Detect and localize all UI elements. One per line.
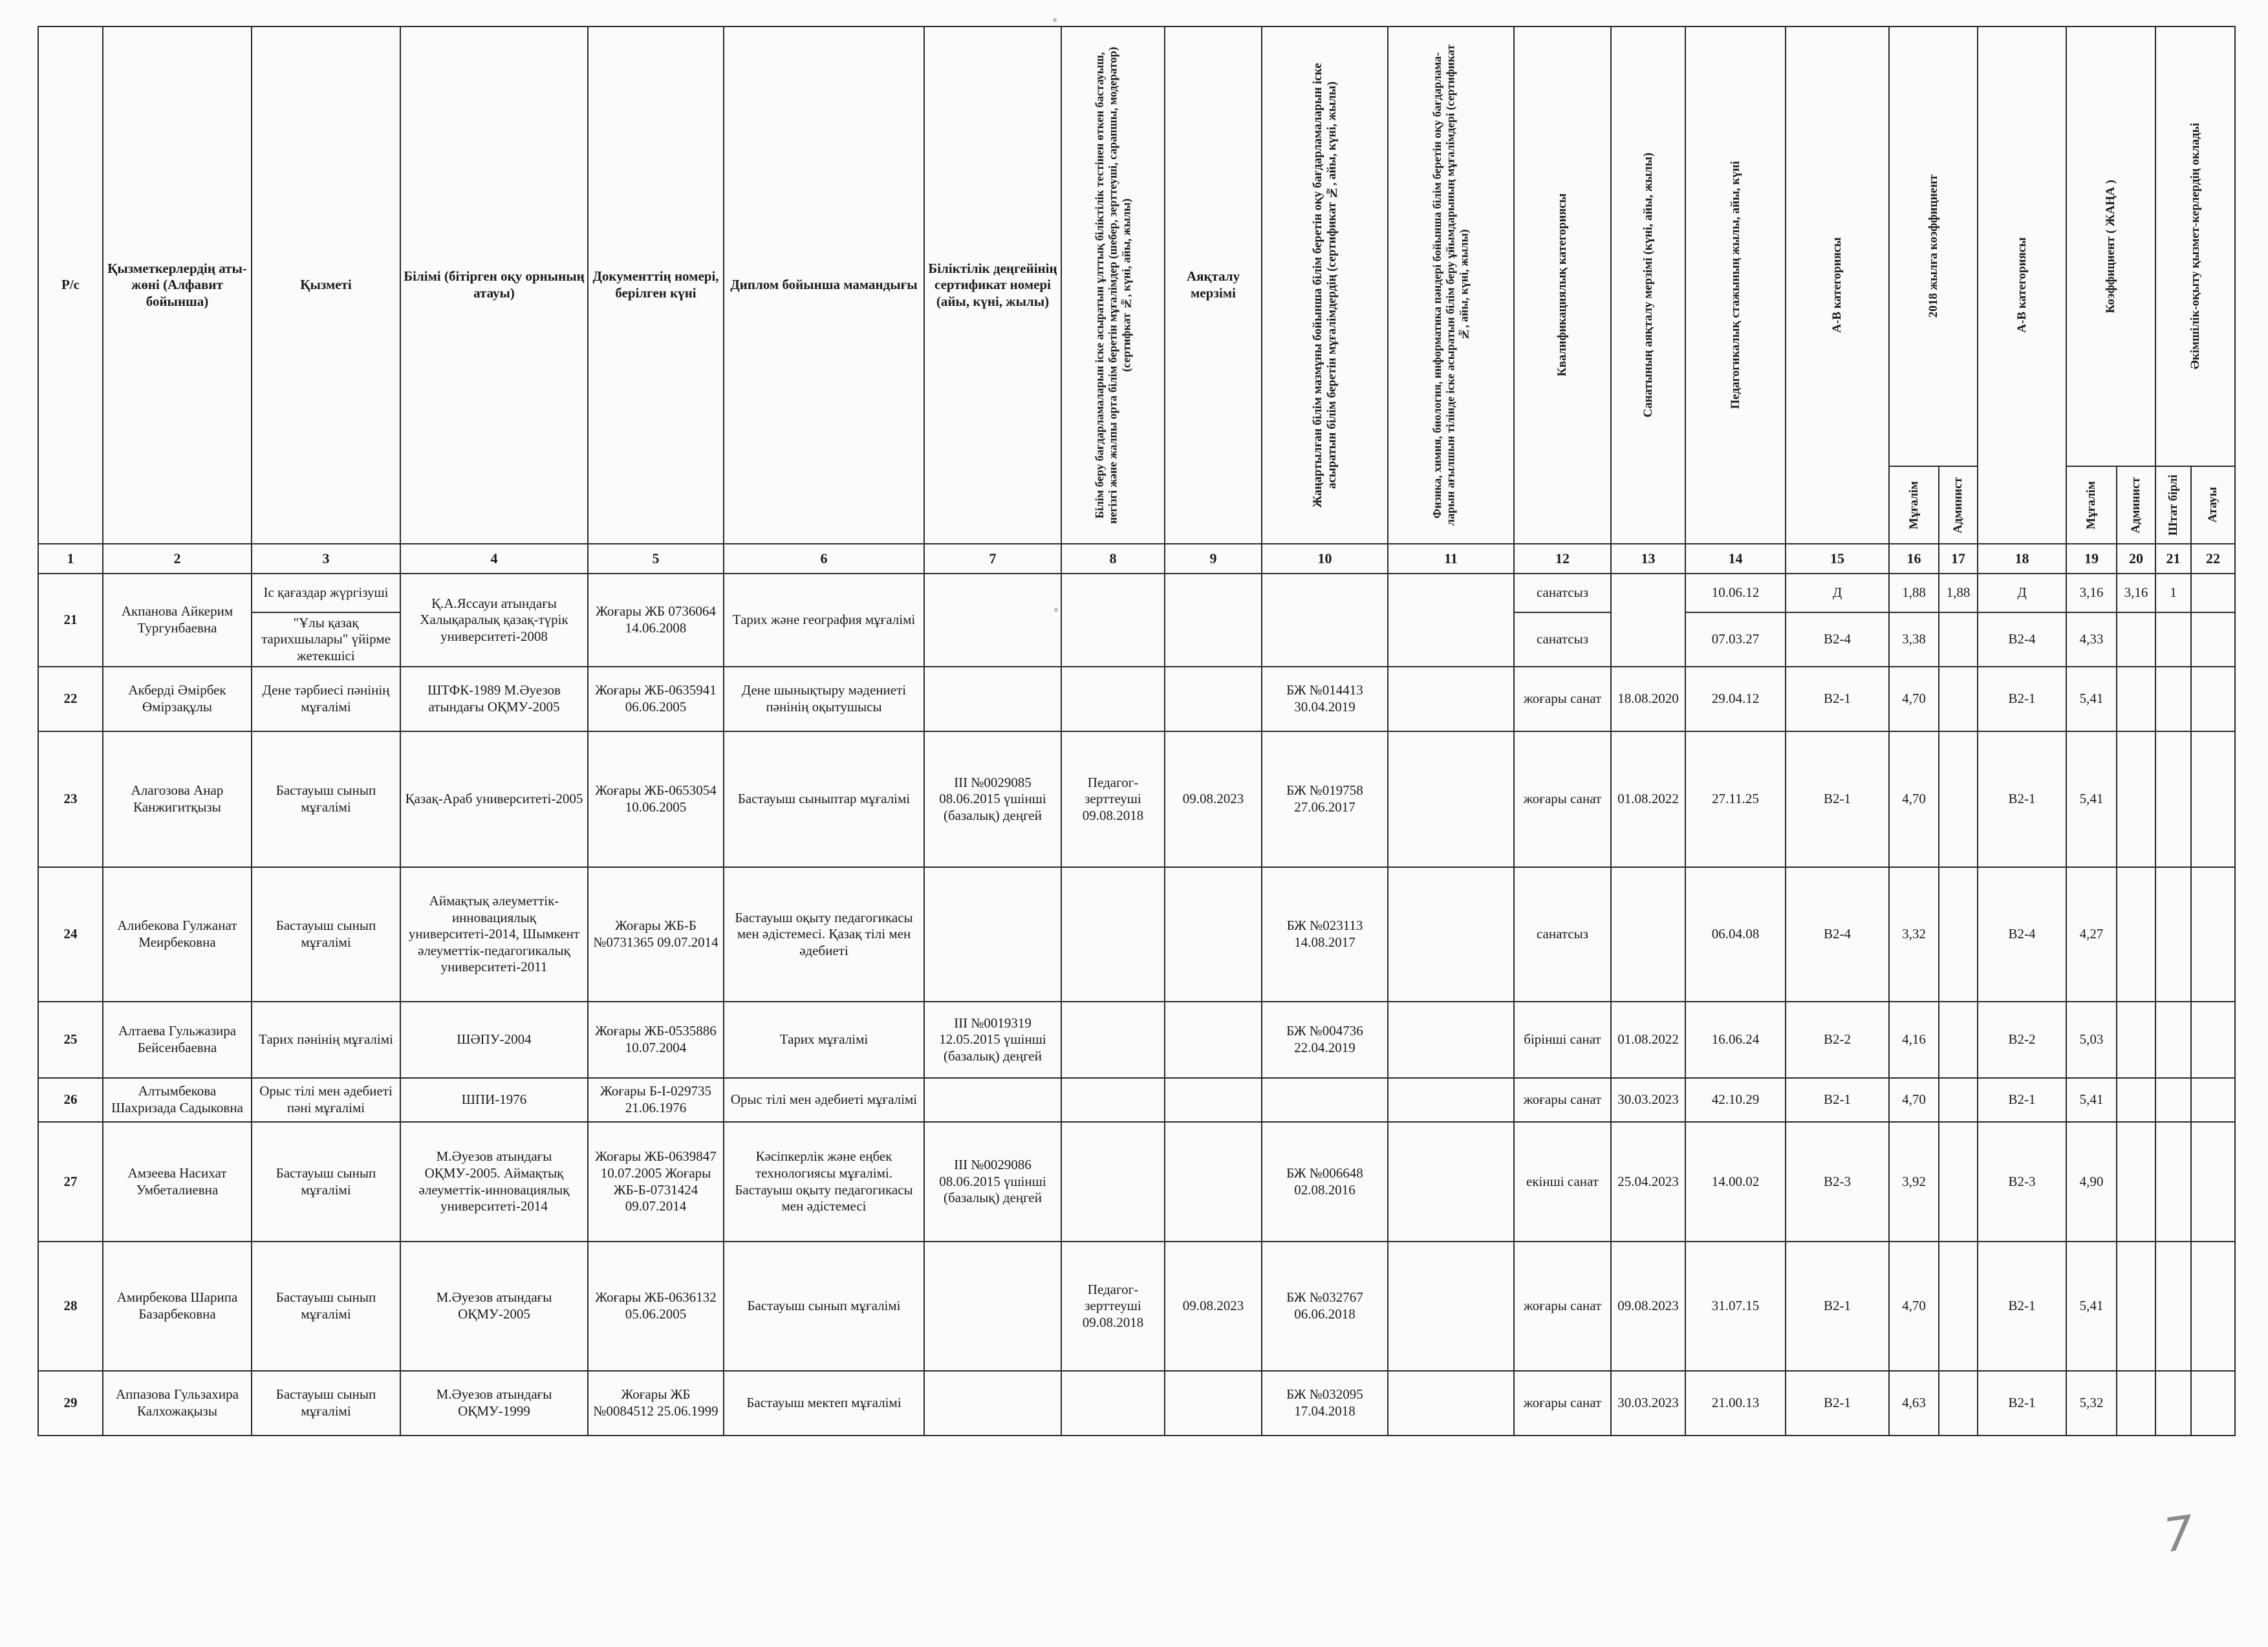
expiry-cell	[1165, 574, 1262, 667]
header-qual-category-text: Квалификациялық категориясы	[1555, 193, 1570, 377]
document-cell: Жоғары ЖБ-0535886 10.07.2004	[588, 1002, 724, 1078]
coef-new-teacher-cell: 3,16	[2066, 574, 2117, 612]
column-number-3: 3	[252, 544, 400, 574]
updated-content-cell: БЖ №019758 27.06.2017	[1262, 731, 1388, 867]
header-education: Білімі (бітірген оқу орнының атауы)	[400, 27, 588, 544]
coef-new-teacher-cell: 5,41	[2066, 1242, 2117, 1371]
coef-new-admin-cell	[2117, 1371, 2155, 1436]
cert-test-cell	[1061, 1371, 1165, 1436]
position-cell: Бастауыш сынып мұғалімі	[252, 1122, 400, 1242]
physics-cell	[1388, 1371, 1514, 1436]
position-cell: Дене тәрбиесі пәнінің мұғалімі	[252, 667, 400, 731]
physics-cell	[1388, 1078, 1514, 1122]
expiry-cell	[1165, 1002, 1262, 1078]
column-number-7: 7	[924, 544, 1061, 574]
document-cell: Жоғары ЖБ №0084512 25.06.1999	[588, 1371, 724, 1436]
ab-cat-2-cell: В2-1	[1978, 1078, 2066, 1122]
updated-content-cell	[1262, 1078, 1388, 1122]
naming-cell	[2191, 1371, 2235, 1436]
header-ab-cat-text: А-В категориясы	[1830, 237, 1844, 333]
naming-cell	[2191, 667, 2235, 731]
column-number-15: 15	[1786, 544, 1889, 574]
qual-category-cell: санатсыз	[1514, 867, 1611, 1002]
education-cell: ШӘПУ-2004	[400, 1002, 588, 1078]
diploma-cell: Кәсіпкерлік және еңбек технологиясы мұғалімі. Бастауыш оқыту педагогикасы мен әдістемесі	[724, 1122, 924, 1242]
header-position: Қызметі	[252, 27, 400, 544]
document-cell: Жоғары ЖБ-Б №0731365 09.07.2014	[588, 867, 724, 1002]
coef-new-admin-cell	[2117, 1078, 2155, 1122]
education-cell: ШПИ-1976	[400, 1078, 588, 1122]
physics-cell	[1388, 1122, 1514, 1242]
header-ab-cat-2	[1978, 27, 2066, 544]
diploma-cell: Дене шынықтыру мәдениеті пәнінің оқытушысы	[724, 667, 924, 731]
staff-unit-cell	[2155, 1242, 2191, 1371]
staff-unit-cell	[2155, 667, 2191, 731]
ped-exp-cell: 07.03.27	[1685, 612, 1786, 667]
header-teacher-2	[2066, 466, 2117, 544]
ab-cat-2-cell: В2-1	[1978, 667, 2066, 731]
position-cell: Орыс тілі мен әдебиеті пәні мұғалімі	[252, 1078, 400, 1122]
cert-level-cell: ІІІ №0029086 08.06.2015 үшінші (базалық) деңгей	[924, 1122, 1061, 1242]
updated-content-cell: БЖ №004736 22.04.2019	[1262, 1002, 1388, 1078]
cert-test-cell: Педагог-зерттеуші 09.08.2018	[1061, 1242, 1165, 1371]
naming-cell	[2191, 867, 2235, 1002]
updated-content-cell	[1262, 574, 1388, 667]
education-cell: Аймақтық әлеуметтік-инновациялық университеті-2014, Шымкент әлеуметтік-педагогикалық университеті-2011	[400, 867, 588, 1002]
qual-category-cell: екінші санат	[1514, 1122, 1611, 1242]
coef-new-teacher-cell: 5,41	[2066, 1078, 2117, 1122]
header-document: Документтің номері, берілген күні	[588, 27, 724, 544]
header-teacher-text: Мұғалім	[1906, 480, 1921, 530]
row-number: 27	[38, 1122, 103, 1242]
column-number-2: 2	[103, 544, 252, 574]
column-number-5: 5	[588, 544, 724, 574]
cert-test-cell: Педагог-зерттеуші 09.08.2018	[1061, 731, 1165, 867]
coef-new-admin-cell	[2117, 1002, 2155, 1078]
diploma-cell: Бастауыш оқыту педагогикасы мен әдістемесі. Қазақ тілі мен әдебиеті	[724, 867, 924, 1002]
header-admin-2-text: Админист	[2129, 477, 2143, 533]
physics-cell	[1388, 1242, 1514, 1371]
ab-cat-2-cell: Д	[1978, 574, 2066, 612]
header-admin-units-text: Әкімшілік-оқыту қызмет-керлердің окладьі	[2188, 123, 2202, 370]
document-cell: Жоғары ЖБ 0736064 14.06.2008	[588, 574, 724, 667]
staff-unit-cell	[2155, 867, 2191, 1002]
employee-name: Амирбекова Шарипа Базарбековна	[103, 1242, 252, 1371]
employee-name: Алтаева Гульжазира Бейсенбаевна	[103, 1002, 252, 1078]
coef-admin-cell	[1939, 1122, 1978, 1242]
column-number-4: 4	[400, 544, 588, 574]
position-cell: Тарих пәнінің мұғалімі	[252, 1002, 400, 1078]
header-admin-2	[2117, 466, 2155, 544]
row-number: 21	[38, 574, 103, 667]
table-row	[38, 867, 2235, 1002]
position-cell: Бастауыш сынып мұғалімі	[252, 867, 400, 1002]
physics-cell	[1388, 731, 1514, 867]
coef-admin-cell	[1939, 667, 1978, 731]
qual-category-cell: бірінші санат	[1514, 1002, 1611, 1078]
header-row	[38, 27, 2235, 466]
education-cell: М.Әуезов атындағы ОҚМУ-1999	[400, 1371, 588, 1436]
header-cat-end	[1611, 27, 1685, 544]
coef-new-admin-cell	[2117, 1242, 2155, 1371]
expiry-cell	[1165, 867, 1262, 1002]
cert-level-cell	[924, 1242, 1061, 1371]
row-number: 22	[38, 667, 103, 731]
column-number-9: 9	[1165, 544, 1262, 574]
cert-level-cell: ІІІ №0019319 12.05.2015 үшінші (базалық) деңгей	[924, 1002, 1061, 1078]
position-cell: Бастауыш сынып мұғалімі	[252, 1242, 400, 1371]
column-number-14: 14	[1685, 544, 1786, 574]
expiry-cell	[1165, 1078, 1262, 1122]
cat-end-cell: 30.03.2023	[1611, 1371, 1685, 1436]
employee-name: Акберді Әмірбек Өмірзақұлы	[103, 667, 252, 731]
ped-exp-cell: 10.06.12	[1685, 574, 1786, 612]
ab-cat-cell: Д	[1786, 574, 1889, 612]
updated-content-cell: БЖ №032767 06.06.2018	[1262, 1242, 1388, 1371]
coef-teacher-cell: 4,70	[1889, 731, 1939, 867]
document-cell: Жоғары ЖБ-0636132 05.06.2005	[588, 1242, 724, 1371]
column-number-22: 22	[2191, 544, 2235, 574]
row-number: 24	[38, 867, 103, 1002]
row-number: 26	[38, 1078, 103, 1122]
ab-cat-2-cell: В2-1	[1978, 731, 2066, 867]
column-number-17: 17	[1939, 544, 1978, 574]
updated-content-cell: БЖ №006648 02.08.2016	[1262, 1122, 1388, 1242]
coef-new-admin-cell	[2117, 731, 2155, 867]
header-coef-2018-text: 2018 жылға коэффициент	[1926, 175, 1940, 318]
naming-cell	[2191, 731, 2235, 867]
position-cell: Бастауыш сынып мұғалімі	[252, 1371, 400, 1436]
diploma-cell: Бастауыш сыныптар мұғалімі	[724, 731, 924, 867]
row-number: 23	[38, 731, 103, 867]
employee-name: Амзеева Насихат Умбеталиевна	[103, 1122, 252, 1242]
header-updated-content-text: Жаңартылған білім мазмұны бойынша білім беретін оқу бағдарламаларын іске асыратын білім беретін мұғалімдердің (сертификат №, айы, күні, жылы)	[1310, 63, 1339, 508]
naming-cell	[2191, 612, 2235, 667]
header-diploma: Диплом бойынша мамандығы	[724, 27, 924, 544]
cert-test-cell	[1061, 1078, 1165, 1122]
cert-test-cell	[1061, 1122, 1165, 1242]
document-cell: Жоғары ЖБ-0653054 10.06.2005	[588, 731, 724, 867]
cat-end-cell: 25.04.2023	[1611, 1122, 1685, 1242]
staff-unit-cell	[2155, 1002, 2191, 1078]
coef-admin-cell	[1939, 1242, 1978, 1371]
staff-unit-cell	[2155, 1371, 2191, 1436]
header-ped-exp-text: Педагогикалық стажының жылы, айы, күні	[1728, 161, 1742, 409]
coef-teacher-cell: 3,92	[1889, 1122, 1939, 1242]
ab-cat-cell: В2-3	[1786, 1122, 1889, 1242]
column-number-19: 19	[2066, 544, 2117, 574]
updated-content-cell: БЖ №014413 30.04.2019	[1262, 667, 1388, 731]
position-cell: "Ұлы қазақ тарихшылары" үйірме жетекшісі	[252, 612, 400, 667]
coef-new-teacher-cell: 4,90	[2066, 1122, 2117, 1242]
ped-exp-cell: 16.06.24	[1685, 1002, 1786, 1078]
qual-category-cell: санатсыз	[1514, 612, 1611, 667]
table-row	[38, 731, 2235, 867]
coef-teacher-cell: 3,38	[1889, 612, 1939, 667]
ab-cat-2-cell: В2-4	[1978, 612, 2066, 667]
diploma-cell: Тарих және география мұғалімі	[724, 574, 924, 667]
education-cell: М.Әуезов атындағы ОҚМУ-2005	[400, 1242, 588, 1371]
table-row	[38, 667, 2235, 731]
coef-teacher-cell: 4,16	[1889, 1002, 1939, 1078]
cat-end-cell	[1611, 867, 1685, 1002]
diploma-cell: Орыс тілі мен әдебиеті мұғалімі	[724, 1078, 924, 1122]
header-teacher	[1889, 466, 1939, 544]
coef-teacher-cell: 3,32	[1889, 867, 1939, 1002]
header-physics-text: Физика, химия, биология, информатика пәндері бойынша білім беретін оқу бағдарлама-ларын ағылшын тілінде іске асыратын білім беру ұйымдарының мұғалімдері (сертификат №, айы, күні, жылы)	[1431, 44, 1471, 526]
coef-teacher-cell: 1,88	[1889, 574, 1939, 612]
employee-name: Алтымбекова Шахризада Садыковна	[103, 1078, 252, 1122]
column-number-16: 16	[1889, 544, 1939, 574]
cat-end-cell	[1611, 574, 1685, 667]
coef-new-admin-cell	[2117, 1122, 2155, 1242]
employee-name: Акпанова Айкерим Тургунбаевна	[103, 574, 252, 667]
employee-name: Алагозова Анар Канжигитқызы	[103, 731, 252, 867]
qual-category-cell: жоғары санат	[1514, 1078, 1611, 1122]
position-cell: Бастауыш сынып мұғалімі	[252, 731, 400, 867]
staff-unit-cell: 1	[2155, 574, 2191, 612]
document-cell: Жоғары ЖБ-0635941 06.06.2005	[588, 667, 724, 731]
coef-admin-cell: 1,88	[1939, 574, 1978, 612]
ab-cat-cell: В2-1	[1786, 1242, 1889, 1371]
column-number-6: 6	[724, 544, 924, 574]
cert-test-cell	[1061, 574, 1165, 667]
ab-cat-cell: В2-1	[1786, 1078, 1889, 1122]
cert-level-cell	[924, 1078, 1061, 1122]
coef-new-teacher-cell: 5,41	[2066, 731, 2117, 867]
header-naming-text: Атауы	[2206, 487, 2220, 523]
cert-level-cell	[924, 667, 1061, 731]
column-number-21: 21	[2155, 544, 2191, 574]
diploma-cell: Бастауыш сынып мұғалімі	[724, 1242, 924, 1371]
ab-cat-2-cell: В2-1	[1978, 1242, 2066, 1371]
header-physics	[1388, 27, 1514, 544]
header-staff-unit	[2155, 466, 2191, 544]
cat-end-cell: 01.08.2022	[1611, 1002, 1685, 1078]
coef-admin-cell	[1939, 1371, 1978, 1436]
table-row	[38, 1078, 2235, 1122]
column-number-20: 20	[2117, 544, 2155, 574]
table-row	[38, 1122, 2235, 1242]
header-staff-unit-text: Штат бірлі	[2166, 474, 2180, 536]
header-cert-test-text: Білім беру бағдарламаларын іске асыратын ұлттық біліктілік тестінен өткен бастауыш, негізгі және жалпы орта білім беретін мұғалімдер (шебер, зерттеуші, сарапшы, модератор) (сертифкат №, күні, айы, жылы)	[1092, 47, 1133, 524]
cert-test-cell	[1061, 667, 1165, 731]
header-rc: Р/с	[38, 27, 103, 544]
ped-exp-cell: 14.00.02	[1685, 1122, 1786, 1242]
staff-table	[38, 26, 2236, 1436]
cert-level-cell	[924, 1371, 1061, 1436]
handwritten-page-number: 7	[2160, 1505, 2198, 1563]
ped-exp-cell: 31.07.15	[1685, 1242, 1786, 1371]
coef-admin-cell	[1939, 612, 1978, 667]
cert-test-cell	[1061, 867, 1165, 1002]
staff-unit-cell	[2155, 612, 2191, 667]
coef-teacher-cell: 4,70	[1889, 1242, 1939, 1371]
header-teacher-2-text: Мұғалім	[2084, 480, 2099, 530]
expiry-cell: 09.08.2023	[1165, 1242, 1262, 1371]
updated-content-cell: БЖ №023113 14.08.2017	[1262, 867, 1388, 1002]
coef-new-admin-cell: 3,16	[2117, 574, 2155, 612]
header-updated-content	[1262, 27, 1388, 544]
qual-category-cell: жоғары санат	[1514, 731, 1611, 867]
coef-new-teacher-cell: 4,27	[2066, 867, 2117, 1002]
updated-content-cell: БЖ №032095 17.04.2018	[1262, 1371, 1388, 1436]
header-cert-level: Біліктілік деңгейінің сертификат номері (айы, күні, жылы)	[924, 27, 1061, 544]
naming-cell	[2191, 1242, 2235, 1371]
ab-cat-2-cell: В2-4	[1978, 867, 2066, 1002]
header-cat-end-text: Санатының аяқталу мерзімі (күні, айы, жылы)	[1641, 153, 1655, 418]
physics-cell	[1388, 667, 1514, 731]
column-number-13: 13	[1611, 544, 1685, 574]
scan-speck	[1054, 608, 1058, 612]
column-number-18: 18	[1978, 544, 2066, 574]
position-cell: Іс қағаздар жүргізуші	[252, 574, 400, 612]
coef-new-admin-cell	[2117, 667, 2155, 731]
column-number-10: 10	[1262, 544, 1388, 574]
ab-cat-cell: В2-4	[1786, 612, 1889, 667]
naming-cell	[2191, 574, 2235, 612]
scan-speck	[1053, 18, 1057, 22]
ab-cat-cell: В2-1	[1786, 1371, 1889, 1436]
document-cell: Жоғары Б-І-029735 21.06.1976	[588, 1078, 724, 1122]
ab-cat-2-cell: В2-3	[1978, 1122, 2066, 1242]
table-row	[38, 1371, 2235, 1436]
physics-cell	[1388, 574, 1514, 667]
coef-new-teacher-cell: 5,32	[2066, 1371, 2117, 1436]
column-number-row	[38, 544, 2235, 574]
employee-name: Аппазова Гульзахира Калхожақызы	[103, 1371, 252, 1436]
education-cell: Қ.А.Яссауи атындағы Халықаралық қазақ-түрік университеті-2008	[400, 574, 588, 667]
ped-exp-cell: 42.10.29	[1685, 1078, 1786, 1122]
naming-cell	[2191, 1122, 2235, 1242]
ab-cat-cell: В2-4	[1786, 867, 1889, 1002]
ab-cat-2-cell: В2-1	[1978, 1371, 2066, 1436]
document-cell: Жоғары ЖБ-0639847 10.07.2005 Жоғары ЖБ-Б-0731424 09.07.2014	[588, 1122, 724, 1242]
coef-admin-cell	[1939, 731, 1978, 867]
header-admin-text: Админист	[1951, 477, 1965, 533]
expiry-cell	[1165, 1122, 1262, 1242]
cat-end-cell: 30.03.2023	[1611, 1078, 1685, 1122]
header-admin	[1939, 466, 1978, 544]
ped-exp-cell: 27.11.25	[1685, 731, 1786, 867]
header-coef-new-text: Коэффициент ( ЖАҢА )	[2104, 179, 2118, 314]
coef-teacher-cell: 4,63	[1889, 1371, 1939, 1436]
qual-category-cell: жоғары санат	[1514, 1242, 1611, 1371]
header-naming	[2191, 466, 2235, 544]
coef-new-teacher-cell: 5,41	[2066, 667, 2117, 731]
header-ped-exp	[1685, 27, 1786, 544]
physics-cell	[1388, 1002, 1514, 1078]
table-row	[38, 1242, 2235, 1371]
ped-exp-cell: 29.04.12	[1685, 667, 1786, 731]
cert-level-cell	[924, 867, 1061, 1002]
diploma-cell: Бастауыш мектеп мұғалімі	[724, 1371, 924, 1436]
coef-new-admin-cell	[2117, 612, 2155, 667]
employee-name: Алибекова Гулжанат Меирбековна	[103, 867, 252, 1002]
expiry-cell: 09.08.2023	[1165, 731, 1262, 867]
coef-teacher-cell: 4,70	[1889, 1078, 1939, 1122]
coef-teacher-cell: 4,70	[1889, 667, 1939, 731]
qual-category-cell: санатсыз	[1514, 574, 1611, 612]
ped-exp-cell: 06.04.08	[1685, 867, 1786, 1002]
ab-cat-cell: В2-1	[1786, 667, 1889, 731]
row-number: 29	[38, 1371, 103, 1436]
cat-end-cell: 01.08.2022	[1611, 731, 1685, 867]
coef-new-teacher-cell: 4,33	[2066, 612, 2117, 667]
table-row-21a	[38, 574, 2235, 612]
header-name: Қызметкерлердің аты-жөні (Алфавит бойынша)	[103, 27, 252, 544]
diploma-cell: Тарих мұғалімі	[724, 1002, 924, 1078]
column-number-12: 12	[1514, 544, 1611, 574]
header-coef-2018	[1889, 27, 1978, 466]
header-qual-category	[1514, 27, 1611, 544]
column-number-8: 8	[1061, 544, 1165, 574]
physics-cell	[1388, 867, 1514, 1002]
qual-category-cell: жоғары санат	[1514, 1371, 1611, 1436]
coef-new-teacher-cell: 5,03	[2066, 1002, 2117, 1078]
cat-end-cell: 09.08.2023	[1611, 1242, 1685, 1371]
table-row	[38, 1002, 2235, 1078]
staff-unit-cell	[2155, 1078, 2191, 1122]
staff-unit-cell	[2155, 1122, 2191, 1242]
education-cell: ШТФК-1989 М.Әуезов атындағы ОҚМУ-2005	[400, 667, 588, 731]
ped-exp-cell: 21.00.13	[1685, 1371, 1786, 1436]
staff-unit-cell	[2155, 731, 2191, 867]
naming-cell	[2191, 1078, 2235, 1122]
cert-level-cell: ІІІ №0029085 08.06.2015 үшінші (базалық) деңгей	[924, 731, 1061, 867]
column-number-11: 11	[1388, 544, 1514, 574]
header-cert-test	[1061, 27, 1165, 544]
education-cell: М.Әуезов атындағы ОҚМУ-2005. Аймақтық әлеуметтік-инновациялық университеті-2014	[400, 1122, 588, 1242]
header-ab-cat-2-text: А-В категориясы	[2014, 237, 2029, 333]
row-number: 28	[38, 1242, 103, 1371]
coef-admin-cell	[1939, 1078, 1978, 1122]
row-number: 25	[38, 1002, 103, 1078]
coef-new-admin-cell	[2117, 867, 2155, 1002]
header-ab-cat	[1786, 27, 1889, 544]
header-coef-new	[2066, 27, 2155, 466]
cert-level-cell	[924, 574, 1061, 667]
expiry-cell	[1165, 667, 1262, 731]
naming-cell	[2191, 1002, 2235, 1078]
column-number-1: 1	[38, 544, 103, 574]
education-cell: Қазақ-Араб университеті-2005	[400, 731, 588, 867]
cert-test-cell	[1061, 1002, 1165, 1078]
ab-cat-2-cell: В2-2	[1978, 1002, 2066, 1078]
cat-end-cell: 18.08.2020	[1611, 667, 1685, 731]
qual-category-cell: жоғары санат	[1514, 667, 1611, 731]
coef-admin-cell	[1939, 867, 1978, 1002]
expiry-cell	[1165, 1371, 1262, 1436]
ab-cat-cell: В2-1	[1786, 731, 1889, 867]
staff-table-sheet	[38, 26, 2236, 1436]
coef-admin-cell	[1939, 1002, 1978, 1078]
header-admin-units	[2155, 27, 2235, 466]
ab-cat-cell: В2-2	[1786, 1002, 1889, 1078]
header-expiry: Аяқталу мерзімі	[1165, 27, 1262, 544]
